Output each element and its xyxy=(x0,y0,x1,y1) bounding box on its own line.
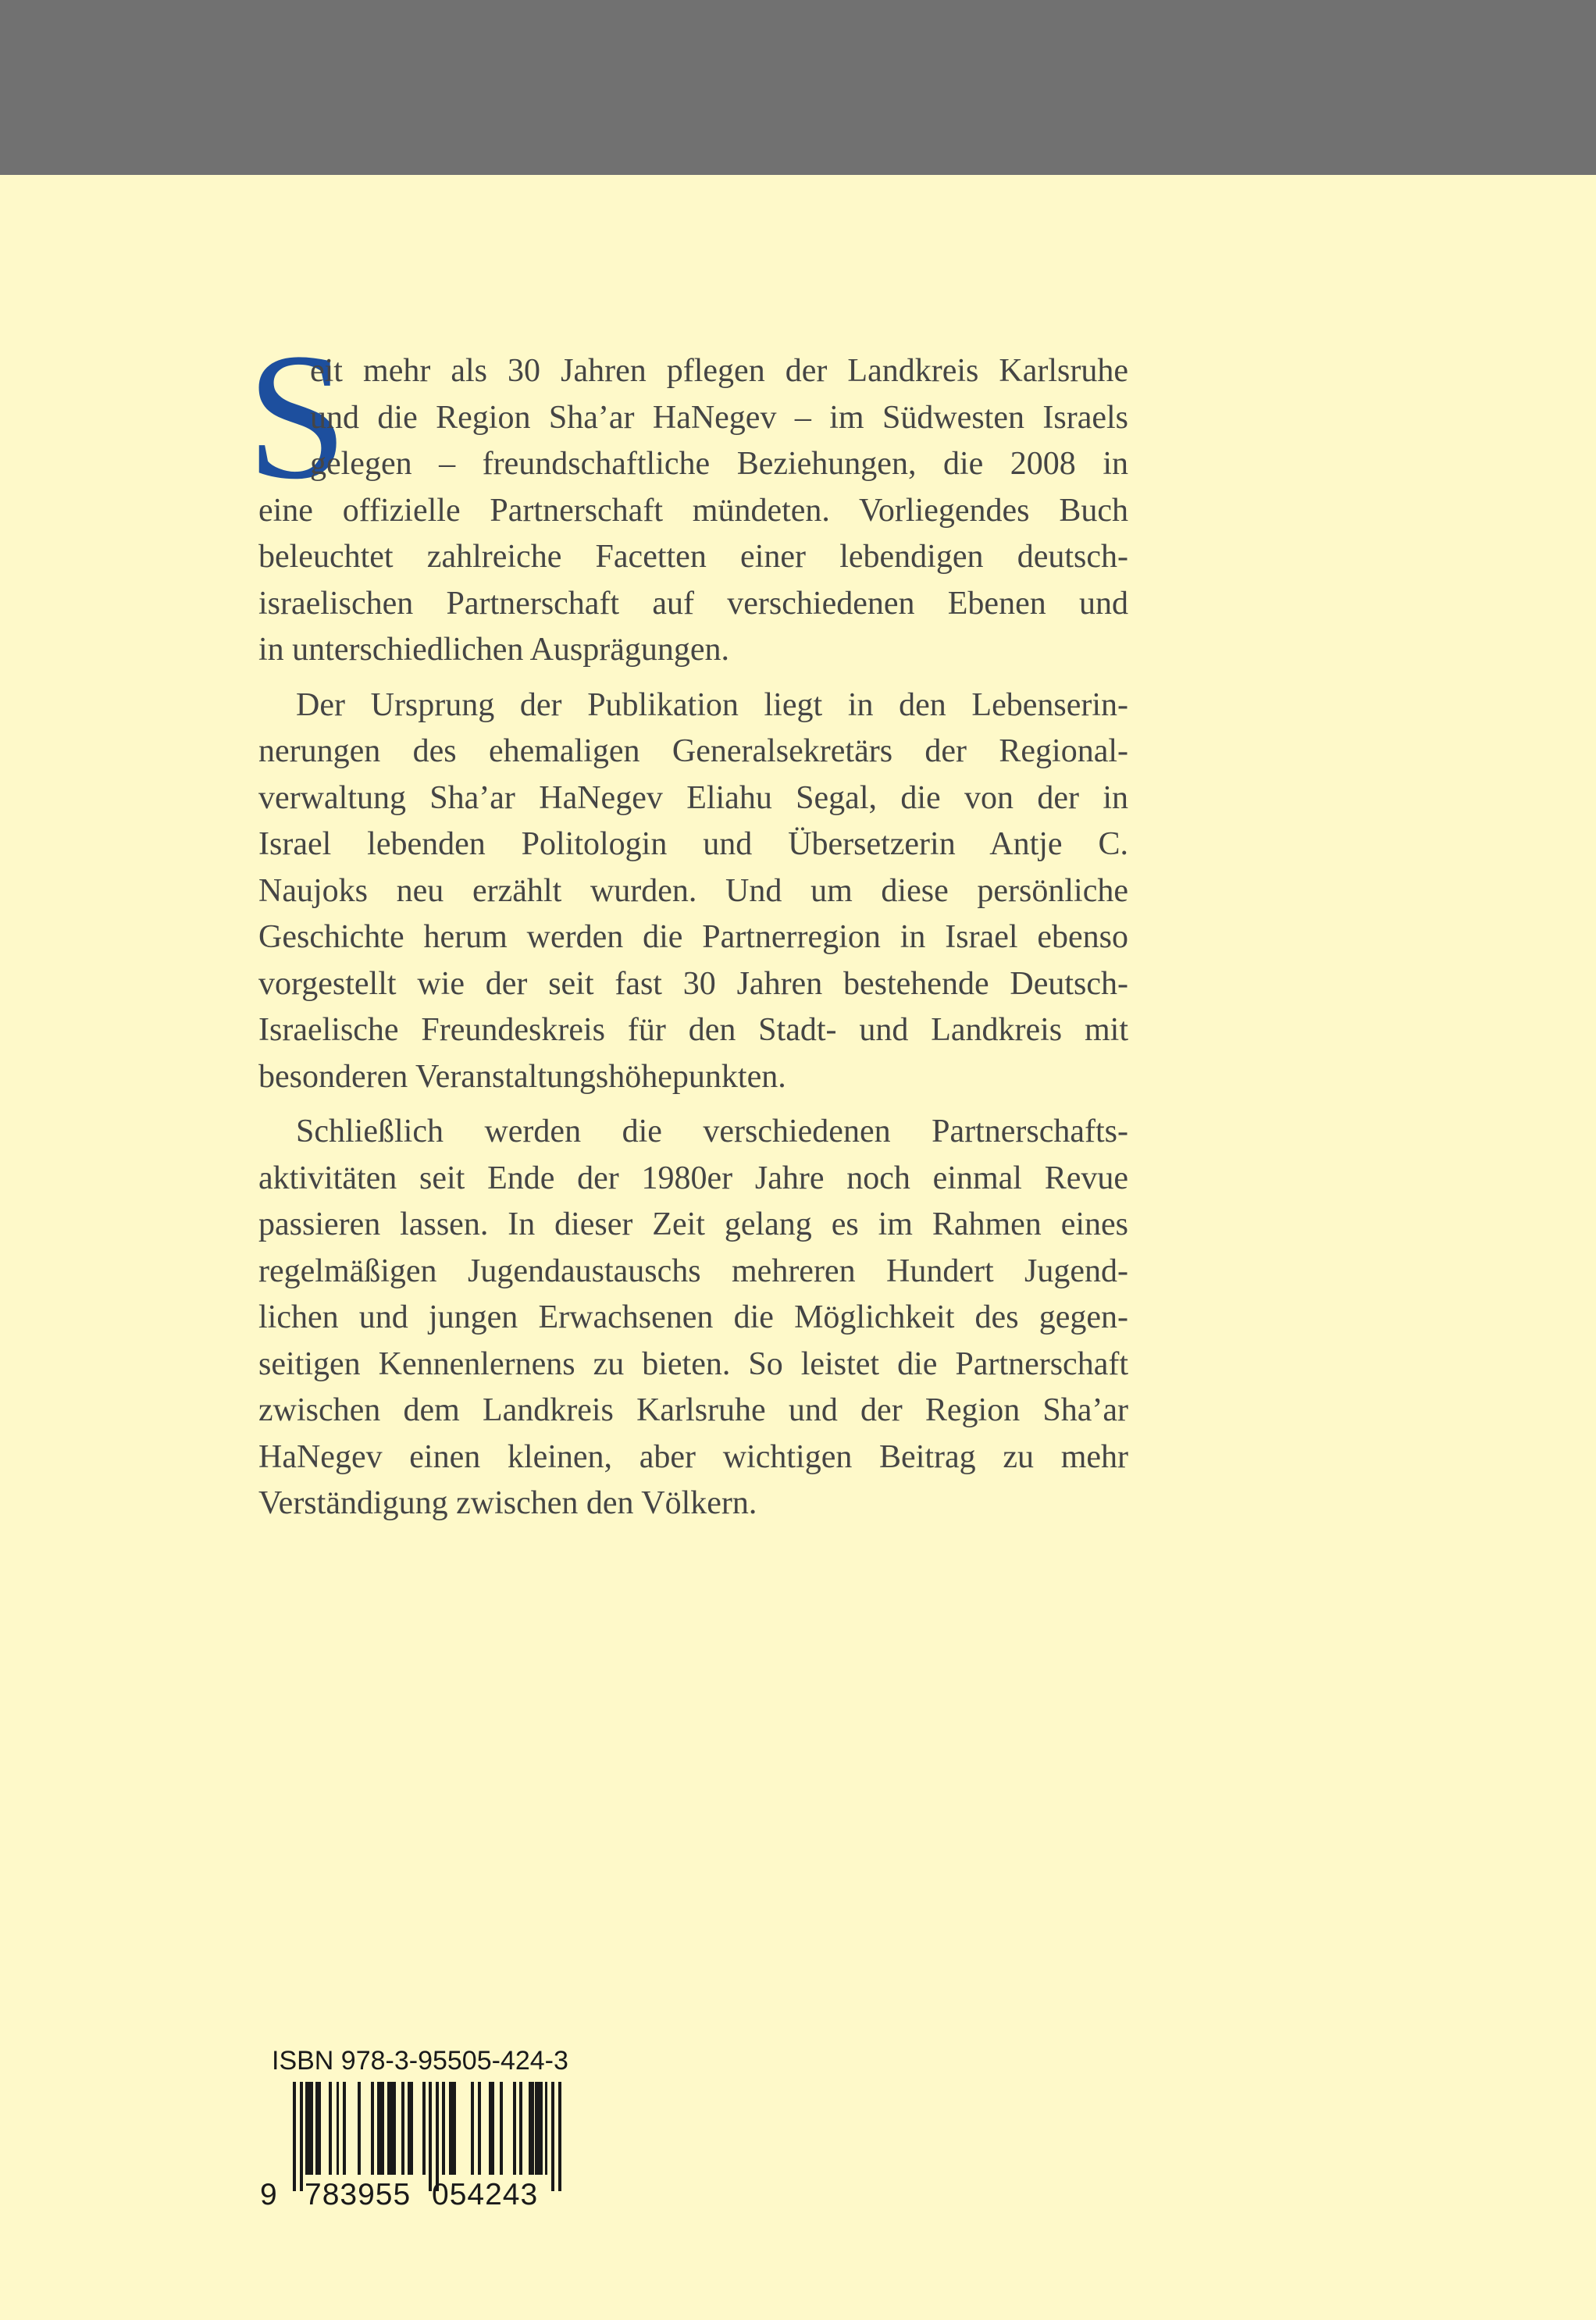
barcode-bar xyxy=(377,2082,384,2175)
barcode-bar xyxy=(489,2082,494,2175)
text-line: gelegen – freundschaftliche Beziehungen, die 2008 in xyxy=(310,446,1128,482)
text-line: Geschichte herum werden die Partnerregion in Israel ebenso xyxy=(258,919,1128,955)
barcode-bar xyxy=(449,2082,456,2175)
paragraph xyxy=(258,348,1128,674)
paragraph xyxy=(258,1109,1128,1527)
paragraph xyxy=(258,682,1128,1101)
barcode-bar xyxy=(300,2082,303,2191)
text-line: aktivitäten seit Ende der 1980er Jahre noch einmal Revue xyxy=(258,1160,1128,1196)
text-line: Schließlich werden die verschiedenen Partnerschafts- xyxy=(296,1114,1128,1149)
barcode-bar xyxy=(387,2082,396,2175)
text-line: Verständigung zwischen den Völkern. xyxy=(258,1485,757,1521)
text-line: und die Region Sha’ar HaNegev – im Südwesten Israels xyxy=(310,399,1128,436)
barcode-bar xyxy=(519,2082,522,2175)
barcode-bar xyxy=(337,2082,340,2175)
isbn-label: ISBN 978-3-95505-424-3 xyxy=(272,2046,568,2076)
blurb-text xyxy=(258,348,1128,1536)
drop-cap: S xyxy=(247,316,348,517)
barcode-bar xyxy=(429,2082,432,2191)
barcode-bar xyxy=(293,2082,296,2191)
barcode xyxy=(293,2082,561,2191)
text-line: in unterschiedlichen Ausprägungen. xyxy=(258,632,730,668)
top-bar xyxy=(0,0,1596,175)
text-line: Israelische Freundeskreis für den Stadt- und Landkreis mit xyxy=(258,1012,1128,1048)
text-line: besonderen Veranstaltungshöhepunkten. xyxy=(258,1058,786,1095)
text-line: israelischen Partnerschaft auf verschiedenen Ebenen und xyxy=(258,585,1128,622)
barcode-digits-left: 783955 xyxy=(305,2178,411,2211)
barcode-bar xyxy=(535,2082,543,2175)
barcode-bar xyxy=(305,2082,314,2175)
barcode-bar xyxy=(315,2082,321,2175)
text-line: eit mehr als 30 Jahren pflegen der Landkreis Karlsruhe xyxy=(310,353,1128,389)
barcode-bar xyxy=(500,2082,503,2175)
text-line: vorgestellt wie der seit fast 30 Jahren bestehende Deutsch- xyxy=(258,965,1128,1002)
text-line: Der Ursprung der Publikation liegt in den Lebenserin- xyxy=(296,686,1128,723)
text-line: HaNegev einen kleinen, aber wichtigen Beitrag zu mehr xyxy=(258,1438,1128,1475)
barcode-bar xyxy=(478,2082,481,2175)
text-line: regelmäßigen Jugendaustauschs mehreren Hundert Jugend- xyxy=(258,1253,1128,1289)
barcode-bar xyxy=(529,2082,534,2175)
text-line: passieren lassen. In dieser Zeit gelang es im Rahmen eines xyxy=(258,1206,1128,1242)
barcode-bar xyxy=(436,2082,439,2191)
text-line: beleuchtet zahlreiche Facetten einer lebendigen deutsch- xyxy=(258,539,1128,575)
barcode-bar xyxy=(422,2082,426,2175)
barcode-bar xyxy=(408,2082,413,2175)
barcode-bar xyxy=(545,2082,548,2175)
barcode-bar xyxy=(551,2082,554,2191)
barcode-bar xyxy=(358,2082,361,2175)
barcode-bar xyxy=(471,2082,474,2175)
text-line: eine offizielle Partnerschaft mündeten. Vorliegendes Buch xyxy=(258,492,1128,529)
text-line: Israel lebenden Politologin und Übersetzerin Antje C. xyxy=(258,826,1128,862)
text-line: lichen und jungen Erwachsenen die Möglichkeit des gegen- xyxy=(258,1299,1128,1335)
text-line: verwaltung Sha’ar HaNegev Eliahu Segal, die von der in xyxy=(258,779,1128,816)
barcode-bar xyxy=(513,2082,516,2175)
text-line: Naujoks neu erzählt wurden. Und um diese persönliche xyxy=(258,872,1128,909)
barcode-bar xyxy=(343,2082,346,2175)
barcode-digit-first: 9 xyxy=(260,2178,278,2211)
barcode-bar xyxy=(371,2082,374,2175)
barcode-bar xyxy=(558,2082,561,2191)
barcode-bar xyxy=(329,2082,332,2175)
text-line: zwischen dem Landkreis Karlsruhe und der Region Sha’ar xyxy=(258,1392,1128,1428)
barcode-bar xyxy=(442,2082,445,2175)
barcode-digits-right: 054243 xyxy=(432,2178,539,2211)
text-line: seitigen Kennenlernens zu bieten. So leistet die Partnerschaft xyxy=(258,1345,1128,1382)
barcode-bar xyxy=(401,2082,404,2175)
text-line: nerungen des ehemaligen Generalsekretärs der Regional- xyxy=(258,733,1128,769)
